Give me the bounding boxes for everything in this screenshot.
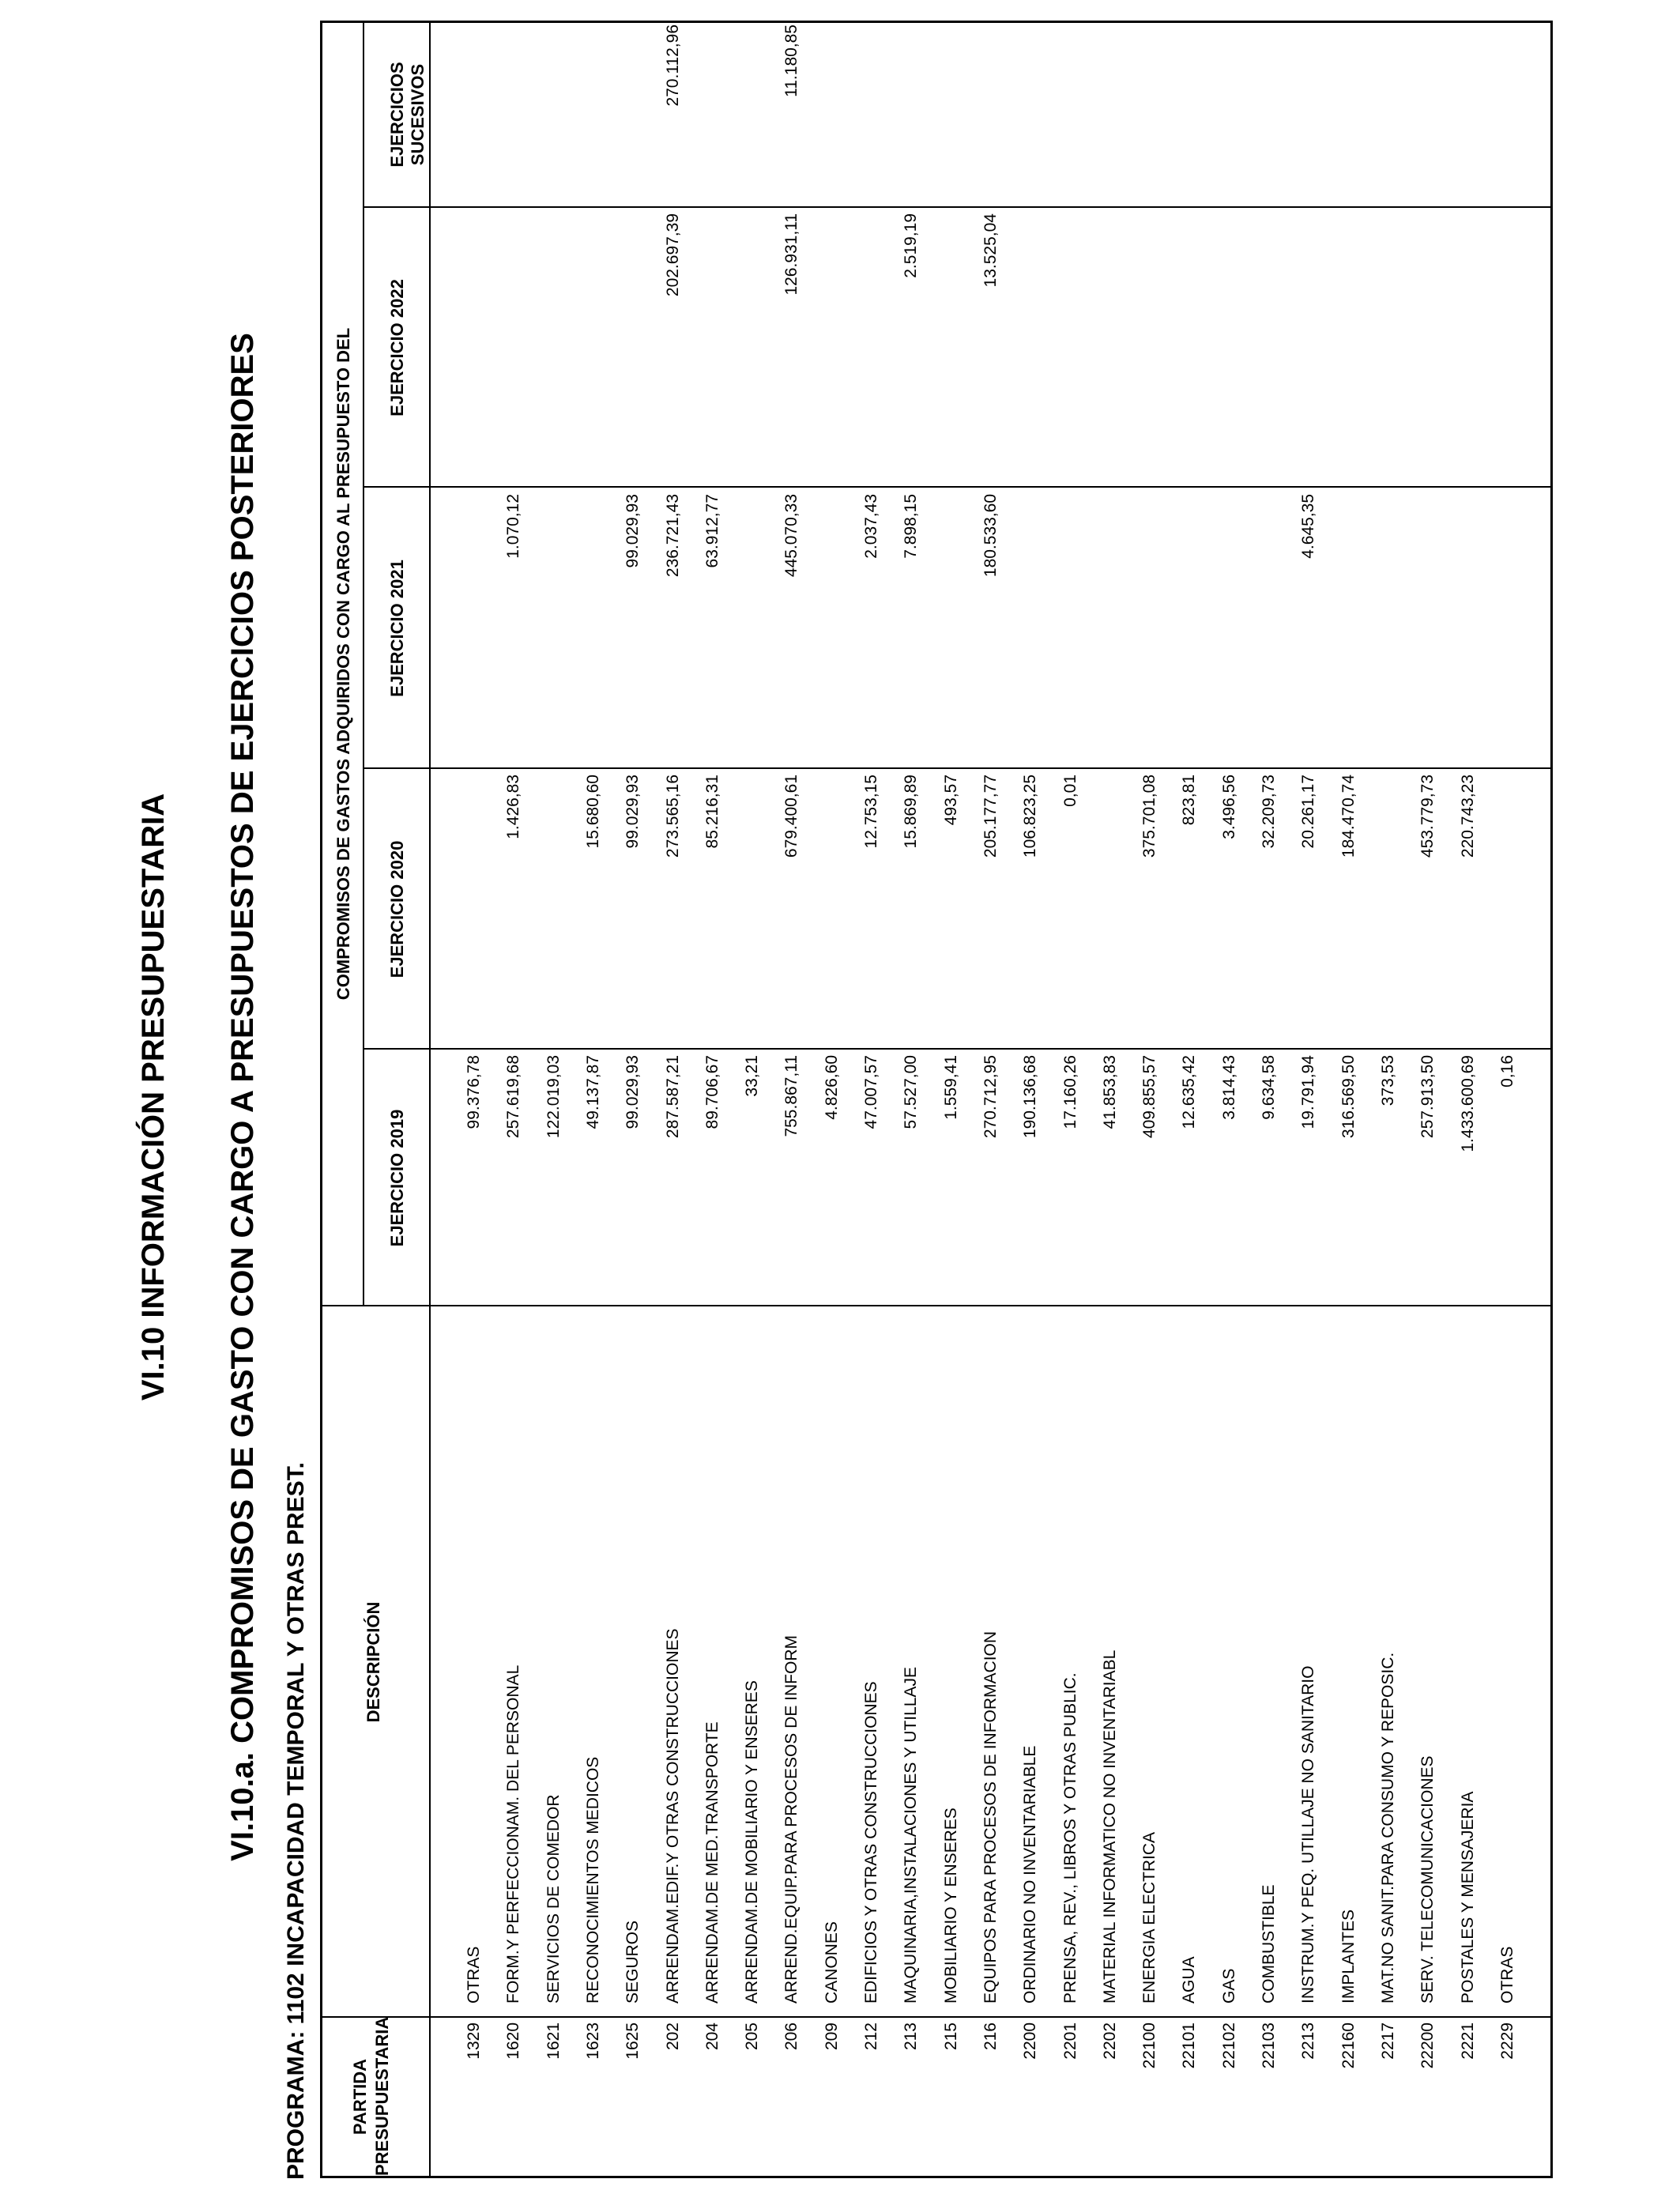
header-partida-line1: PARTIDA xyxy=(350,2058,370,2136)
ejercicio-2019-cell: 1.433.600,69 xyxy=(1458,1055,1477,1152)
commitments-table xyxy=(320,21,1553,2178)
table-row xyxy=(1299,21,1339,2176)
header-ejercicio-2019: EJERCICIO 2019 xyxy=(387,1109,407,1247)
header-ejercicios-sucesivos: EJERCICIOS SUCESIVOS xyxy=(387,62,428,168)
ejercicio-2022-cell: 13.525,04 xyxy=(981,213,1000,288)
ejercicio-2019-cell: 755.867,11 xyxy=(782,1055,801,1137)
ejercicio-2019-cell: 33,21 xyxy=(743,1055,762,1097)
descripcion-cell: AGUA xyxy=(1180,1956,1199,2004)
ejercicio-2019-cell: 9.634,58 xyxy=(1260,1055,1278,1120)
ejercicio-2020-cell: 3.496,56 xyxy=(1219,775,1238,839)
table-row xyxy=(544,21,584,2176)
descripcion-cell: MATERIAL INFORMATICO NO INVENTARIABL xyxy=(1100,1649,1119,2004)
partida-cell: 202 xyxy=(663,2022,682,2051)
table-row xyxy=(1021,21,1060,2176)
descripcion-cell: RECONOCIMIENTOS MEDICOS xyxy=(583,1756,602,2004)
ejercicio-2020-cell: 99.029,93 xyxy=(623,775,642,849)
table-row xyxy=(1339,21,1379,2176)
descripcion-cell: PRENSA, REV., LIBROS Y OTRAS PUBLIC. xyxy=(1060,1672,1079,2004)
subsection-title: VI.10.a. COMPROMISOS DE GASTO CON CARGO A PRESUPUESTOS DE EJERCICIOS POSTERIORES xyxy=(225,333,260,1861)
ejercicio-2022-cell: 126.931,11 xyxy=(782,213,801,296)
descripcion-cell: SEGUROS xyxy=(623,1920,642,2004)
descripcion-cell: EQUIPOS PARA PROCESOS DE INFORMACION xyxy=(981,1630,1000,2004)
header-descripcion: DESCRIPCIÓN xyxy=(363,1601,383,1723)
partida-cell: 2217 xyxy=(1378,2022,1397,2060)
table-row xyxy=(664,21,703,2176)
ejercicio-2019-cell: 19.791,94 xyxy=(1299,1055,1318,1129)
partida-cell: 22103 xyxy=(1260,2022,1278,2069)
ejercicio-2020-cell: 1.426,83 xyxy=(504,775,523,839)
header-ejercicio-2022: EJERCICIO 2022 xyxy=(387,279,407,417)
ejercicios-sucesivos-cell: 11.180,85 xyxy=(782,25,801,97)
ejercicio-2019-cell: 287.587,21 xyxy=(663,1055,682,1139)
partida-cell: 205 xyxy=(743,2022,762,2051)
descripcion-cell: EDIFICIOS Y OTRAS CONSTRUCCIONES xyxy=(862,1681,880,2004)
descripcion-cell: OTRAS xyxy=(465,1946,483,2004)
ejercicio-2019-cell: 99.376,78 xyxy=(465,1055,483,1129)
descripcion-cell: SERVICIOS DE COMEDOR xyxy=(544,1794,563,2004)
ejercicio-2019-cell: 4.826,60 xyxy=(822,1055,841,1120)
ejercicio-2019-cell: 257.913,50 xyxy=(1418,1055,1437,1139)
ejercicio-2019-cell: 257.619,68 xyxy=(504,1055,523,1139)
ejercicio-2019-cell: 270.712,95 xyxy=(981,1055,1000,1139)
ejercicio-2021-cell: 445.070,33 xyxy=(782,494,801,578)
ejercicio-2019-cell: 99.029,93 xyxy=(623,1055,642,1129)
ejercicio-2019-cell: 49.137,87 xyxy=(583,1055,602,1129)
table-row xyxy=(1418,21,1458,2176)
table-row xyxy=(1140,21,1180,2176)
table-row xyxy=(1459,21,1498,2176)
table-row xyxy=(1101,21,1140,2176)
ejercicios-sucesivos-cell: 270.112,96 xyxy=(663,25,682,107)
ejercicio-2021-cell: 99.029,93 xyxy=(623,494,642,568)
partida-cell: 22101 xyxy=(1180,2022,1199,2069)
descripcion-cell: ARREND.EQUIP.PARA PROCESOS DE INFORM xyxy=(782,1635,801,2004)
header-partida-line2: PRESUPUESTARIA xyxy=(372,2016,392,2176)
table-row xyxy=(902,21,941,2176)
table-row xyxy=(504,21,544,2176)
ejercicio-2020-cell: 453.779,73 xyxy=(1418,775,1437,858)
descripcion-cell: IMPLANTES xyxy=(1339,1909,1358,2004)
partida-cell: 1621 xyxy=(544,2022,563,2060)
descripcion-cell: MAQUINARIA,INSTALACIONES Y UTILLAJE xyxy=(902,1667,921,2004)
ejercicio-2019-cell: 316.569,50 xyxy=(1339,1055,1358,1139)
partida-cell: 1329 xyxy=(465,2022,483,2060)
descripcion-cell: FORM.Y PERFECCIONAM. DEL PERSONAL xyxy=(504,1664,523,2004)
ejercicio-2019-cell: 373,53 xyxy=(1378,1055,1397,1106)
ejercicio-2020-cell: 205.177,77 xyxy=(981,775,1000,858)
table-row xyxy=(782,21,822,2176)
partida-cell: 206 xyxy=(782,2022,801,2051)
descripcion-cell: ENERGIA ELECTRICA xyxy=(1140,1831,1159,2004)
descripcion-cell: ARRENDAM.EDIF.Y OTRAS CONSTRUCCIONES xyxy=(663,1628,682,2004)
descripcion-cell: CANONES xyxy=(822,1921,841,2004)
ejercicio-2020-cell: 493,57 xyxy=(941,775,960,826)
ejercicio-2020-cell: 0,01 xyxy=(1060,775,1079,807)
descripcion-cell: ARRENDAM.DE MED.TRANSPORTE xyxy=(703,1721,721,2004)
ejercicio-2020-cell: 32.209,73 xyxy=(1260,775,1278,849)
partida-cell: 212 xyxy=(862,2022,880,2051)
partida-cell: 1623 xyxy=(583,2022,602,2060)
ejercicio-2019-cell: 3.814,43 xyxy=(1219,1055,1238,1120)
table-row xyxy=(1220,21,1260,2176)
descripcion-cell: INSTRUM.Y PEQ. UTILLAJE NO SANITARIO xyxy=(1299,1665,1318,2004)
ejercicio-2019-cell: 12.635,42 xyxy=(1180,1055,1199,1129)
ejercicio-2019-cell: 409.855,57 xyxy=(1140,1055,1159,1139)
descripcion-cell: SERV. TELECOMUNICACIONES xyxy=(1418,1755,1437,2004)
partida-cell: 22160 xyxy=(1339,2022,1358,2069)
partida-cell: 215 xyxy=(941,2022,960,2051)
descripcion-cell: COMBUSTIBLE xyxy=(1260,1884,1278,2004)
ejercicio-2020-cell: 375.701,08 xyxy=(1140,775,1159,858)
table-row xyxy=(1379,21,1418,2176)
descripcion-cell: POSTALES Y MENSAJERIA xyxy=(1458,1791,1477,2004)
partida-cell: 216 xyxy=(981,2022,1000,2051)
table-row xyxy=(862,21,902,2176)
ejercicio-2020-cell: 20.261,17 xyxy=(1299,775,1318,849)
ejercicio-2019-cell: 17.160,26 xyxy=(1060,1055,1079,1129)
ejercicio-2020-cell: 15.680,60 xyxy=(583,775,602,849)
table-row xyxy=(703,21,743,2176)
ejercicio-2021-cell: 7.898,15 xyxy=(902,494,921,559)
header-bottom-rule xyxy=(429,21,431,2176)
partida-cell: 204 xyxy=(703,2022,721,2051)
programa-title: PROGRAMA: 1102 INCAPACIDAD TEMPORAL Y OTRAS PREST. xyxy=(283,1462,309,2180)
header-group: COMPROMISOS DE GASTOS ADQUIRIDOS CON CARGO AL PRESUPUESTO DEL xyxy=(333,327,353,1001)
table-row xyxy=(1180,21,1219,2176)
partida-cell: 22102 xyxy=(1219,2022,1238,2069)
descripcion-cell: OTRAS xyxy=(1497,1946,1516,2004)
partida-cell: 2229 xyxy=(1497,2022,1516,2060)
ejercicio-2020-cell: 106.823,25 xyxy=(1021,775,1040,858)
ejercicio-2022-cell: 202.697,39 xyxy=(663,213,682,297)
descripcion-cell: MOBILIARIO Y ENSERES xyxy=(941,1808,960,2004)
descripcion-cell: ORDINARIO NO INVENTARIABLE xyxy=(1021,1745,1040,2004)
descripcion-cell: GAS xyxy=(1219,1968,1238,2004)
table-row xyxy=(584,21,623,2176)
partida-cell: 213 xyxy=(902,2022,921,2051)
ejercicio-2021-cell: 180.533,60 xyxy=(981,494,1000,578)
partida-cell: 2201 xyxy=(1060,2022,1079,2060)
table-row xyxy=(743,21,782,2176)
table-row xyxy=(942,21,981,2176)
partida-cell: 2202 xyxy=(1100,2022,1119,2060)
ejercicio-2020-cell: 85.216,31 xyxy=(703,775,721,849)
table-row xyxy=(823,21,862,2176)
group-header-rule xyxy=(363,21,364,1306)
descripcion-cell: ARRENDAM.DE MOBILIARIO Y ENSERES xyxy=(743,1680,762,2004)
ejercicio-2020-cell: 184.470,74 xyxy=(1339,775,1358,858)
ejercicio-2020-cell: 12.753,15 xyxy=(862,775,880,849)
ejercicio-2020-cell: 273.565,16 xyxy=(663,775,682,858)
table-row xyxy=(1498,21,1538,2176)
ejercicio-2021-cell: 4.645,35 xyxy=(1299,494,1318,559)
table-row xyxy=(623,21,663,2176)
header-partida xyxy=(349,2018,394,2176)
ejercicio-2020-cell: 15.869,89 xyxy=(902,775,921,849)
ejercicio-2021-cell: 2.037,43 xyxy=(862,494,880,559)
partida-cell: 22100 xyxy=(1140,2022,1159,2069)
ejercicio-2021-cell: 1.070,12 xyxy=(504,494,523,559)
ejercicio-2019-cell: 89.706,67 xyxy=(703,1055,721,1129)
ejercicio-2022-cell: 2.519,19 xyxy=(902,213,921,278)
partida-cell: 1620 xyxy=(504,2022,523,2060)
partida-cell: 1625 xyxy=(623,2022,642,2060)
ejercicio-2019-cell: 47.007,57 xyxy=(862,1055,880,1129)
partida-cell: 22200 xyxy=(1418,2022,1437,2069)
header-ejercicio-2020: EJERCICIO 2020 xyxy=(387,840,407,978)
ejercicio-2019-cell: 190.136,68 xyxy=(1021,1055,1040,1139)
partida-cell: 2221 xyxy=(1458,2022,1477,2060)
ejercicio-2020-cell: 679.400,61 xyxy=(782,775,801,858)
ejercicio-2021-cell: 63.912,77 xyxy=(703,494,721,568)
ejercicio-2019-cell: 57.527,00 xyxy=(902,1055,921,1129)
ejercicio-2019-cell: 1.559,41 xyxy=(941,1055,960,1120)
table-row xyxy=(465,21,504,2176)
descripcion-cell: MAT.NO SANIT.PARA CONSUMO Y REPOSIC. xyxy=(1378,1652,1397,2004)
header-ejercicio-2021: EJERCICIO 2021 xyxy=(387,560,407,697)
ejercicio-2019-cell: 0,16 xyxy=(1497,1055,1516,1088)
section-title: VI.10 INFORMACIÓN PRESUPUESTARIA xyxy=(136,793,171,1401)
table-row xyxy=(1260,21,1299,2176)
ejercicio-2019-cell: 122.019,03 xyxy=(544,1055,563,1139)
partida-cell: 2213 xyxy=(1299,2022,1318,2060)
table-row xyxy=(981,21,1021,2176)
table-row xyxy=(1061,21,1101,2176)
partida-cell: 209 xyxy=(822,2022,841,2051)
ejercicio-2021-cell: 236.721,43 xyxy=(663,494,682,578)
ejercicio-2019-cell: 41.853,83 xyxy=(1100,1055,1119,1129)
ejercicio-2020-cell: 220.743,23 xyxy=(1458,775,1477,858)
partida-cell: 2200 xyxy=(1021,2022,1040,2060)
ejercicio-2020-cell: 823,81 xyxy=(1180,775,1199,826)
